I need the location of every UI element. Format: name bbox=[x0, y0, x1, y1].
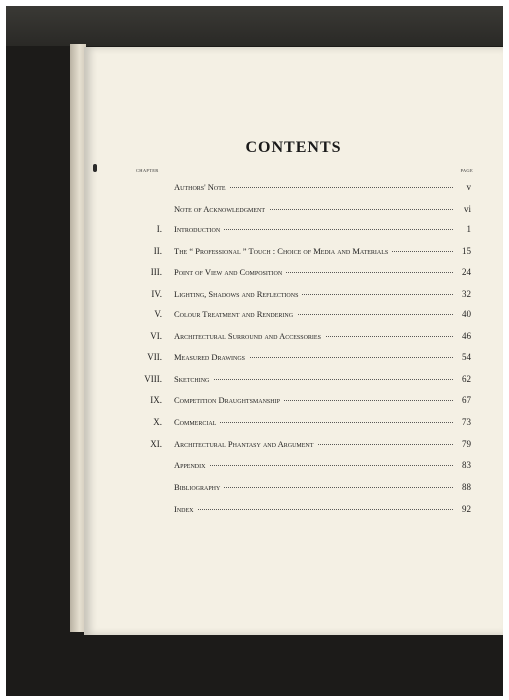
page-number: vi bbox=[463, 204, 471, 214]
chapter-title: Bibliography bbox=[174, 480, 224, 494]
toc-entry bbox=[84, 502, 503, 516]
toc-entry bbox=[84, 393, 503, 407]
toc-entry bbox=[84, 437, 503, 451]
page-number: 73 bbox=[462, 417, 471, 427]
page-number: 24 bbox=[462, 267, 471, 277]
page-number: 67 bbox=[462, 395, 471, 405]
toc-entry bbox=[84, 307, 503, 321]
page-number: v bbox=[466, 182, 471, 192]
page-number: 79 bbox=[462, 439, 471, 449]
toc-entry bbox=[84, 480, 503, 494]
toc-entry bbox=[84, 329, 503, 343]
gutter-mark bbox=[93, 164, 97, 172]
chapter-number: I. bbox=[156, 224, 162, 234]
photo-background bbox=[6, 6, 503, 696]
page-number: 40 bbox=[462, 309, 471, 319]
page-column-header: PAGE bbox=[460, 168, 473, 173]
page-number: 54 bbox=[462, 352, 471, 362]
toc-entry bbox=[84, 265, 503, 279]
chapter-title: Index bbox=[174, 502, 198, 516]
chapter-number: XI. bbox=[150, 439, 162, 449]
toc-entry bbox=[84, 202, 503, 216]
toc-entry bbox=[84, 350, 503, 364]
chapter-title: Authors' Note bbox=[174, 180, 230, 194]
dot-leader bbox=[174, 379, 453, 380]
chapter-number: II. bbox=[153, 246, 162, 256]
chapter-number: IX. bbox=[150, 395, 162, 405]
chapter-number: V. bbox=[154, 309, 162, 319]
chapter-number: IV. bbox=[151, 289, 162, 299]
toc-entry bbox=[84, 180, 503, 194]
chapter-title: The “ Professional ” Touch : Choice of Media and Materials bbox=[174, 244, 392, 258]
toc-entry bbox=[84, 415, 503, 429]
chapter-title: Note of Acknowledgment bbox=[174, 202, 269, 216]
chapter-number: VII. bbox=[147, 352, 162, 362]
page-number: 92 bbox=[462, 504, 471, 514]
book-page bbox=[84, 47, 503, 635]
page-number: 46 bbox=[462, 331, 471, 341]
chapter-title: Introduction bbox=[174, 222, 224, 236]
toc-entry bbox=[84, 222, 503, 236]
chapter-title: Architectural Surround and Accessories bbox=[174, 329, 325, 343]
chapter-title: Architectural Phantasy and Argument bbox=[174, 437, 317, 451]
chapter-title: Competition Draughtsmanship bbox=[174, 393, 284, 407]
page-number: 1 bbox=[466, 224, 471, 234]
page-number: 32 bbox=[462, 289, 471, 299]
toc-entry bbox=[84, 372, 503, 386]
chapter-number: VIII. bbox=[144, 374, 162, 384]
toc-entry bbox=[84, 458, 503, 472]
chapter-number: III. bbox=[150, 267, 162, 277]
chapter-title: Commercial bbox=[174, 415, 220, 429]
toc-entry bbox=[84, 244, 503, 258]
chapter-title: Colour Treatment and Rendering bbox=[174, 307, 297, 321]
top-shadow bbox=[6, 6, 503, 46]
chapter-number: VI. bbox=[150, 331, 162, 341]
chapter-title: Point of View and Composition bbox=[174, 265, 286, 279]
chapter-title: Measured Drawings bbox=[174, 350, 249, 364]
page-number: 15 bbox=[462, 246, 471, 256]
dot-leader bbox=[174, 509, 453, 510]
chapter-title: Sketching bbox=[174, 372, 213, 386]
toc-entry bbox=[84, 287, 503, 301]
chapter-column-header: CHAPTER bbox=[136, 168, 159, 173]
page-number: 83 bbox=[462, 460, 471, 470]
page-title: CONTENTS bbox=[245, 139, 342, 156]
chapter-number: X. bbox=[153, 417, 162, 427]
page-number: 62 bbox=[462, 374, 471, 384]
dot-leader bbox=[174, 465, 453, 466]
page-number: 88 bbox=[462, 482, 471, 492]
chapter-title: Lighting, Shadows and Reflections bbox=[174, 287, 302, 301]
chapter-title: Appendix bbox=[174, 458, 209, 472]
